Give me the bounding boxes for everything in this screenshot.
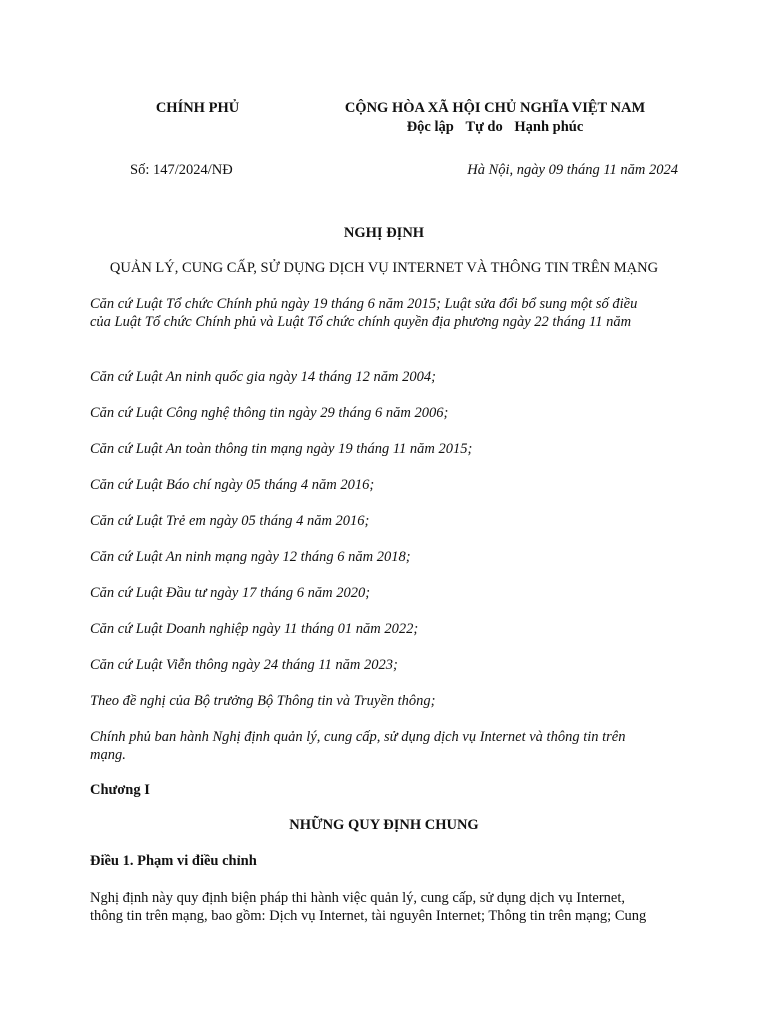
chapter-label: Chương I bbox=[90, 782, 150, 798]
preamble-basis: Căn cứ Luật Đầu tư ngày 17 tháng 6 năm 2020; bbox=[90, 585, 371, 601]
preamble-line: Căn cứ Luật Tổ chức Chính phủ ngày 19 tháng 6 năm 2015; Luật sửa đổi bổ sung một số điều bbox=[90, 296, 638, 312]
chapter-heading: NHỮNG QUY ĐỊNH CHUNG bbox=[289, 817, 479, 833]
motto-happiness: Hạnh phúc bbox=[514, 119, 584, 135]
preamble-basis: Căn cứ Luật Công nghệ thông tin ngày 29 tháng 6 năm 2006; bbox=[90, 405, 449, 421]
document-type: NGHỊ ĐỊNH bbox=[343, 225, 425, 241]
preamble-basis: Căn cứ Luật Báo chí ngày 05 tháng 4 năm 2016; bbox=[90, 477, 375, 493]
enactment-line: mạng. bbox=[90, 747, 126, 763]
preamble-basis: Căn cứ Luật An toàn thông tin mạng ngày 19 tháng 11 năm 2015; bbox=[90, 441, 473, 457]
place-and-date: Hà Nội, ngày 09 tháng 11 năm 2024 bbox=[467, 162, 678, 178]
preamble-basis-government-law bbox=[90, 295, 690, 331]
motto-freedom: Tự do bbox=[465, 119, 503, 135]
document-number: Số: 147/2024/NĐ bbox=[130, 162, 233, 178]
preamble-basis: Căn cứ Luật Doanh nghiệp ngày 11 tháng 01 năm 2022; bbox=[90, 621, 419, 637]
article-body-line: thông tin trên mạng, bao gồm: Dịch vụ Internet, tài nguyên Internet; Thông tin trên mạng; Cung bbox=[90, 908, 647, 924]
national-motto bbox=[330, 119, 660, 136]
preamble-basis: Căn cứ Luật Viễn thông ngày 24 tháng 11 năm 2023; bbox=[90, 657, 398, 673]
enactment-line: Chính phủ ban hành Nghị định quản lý, cung cấp, sử dụng dịch vụ Internet và thông tin trên bbox=[90, 729, 626, 745]
national-title: CỘNG HÒA XÃ HỘI CHỦ NGHĨA VIỆT NAM bbox=[344, 100, 646, 116]
article-title: Điều 1. Phạm vi điều chỉnh bbox=[90, 853, 257, 869]
issuing-authority: CHÍNH PHỦ bbox=[155, 100, 240, 116]
motto-independence: Độc lập bbox=[406, 119, 454, 135]
enactment-clause bbox=[90, 728, 690, 764]
preamble-proposal: Theo đề nghị của Bộ trưởng Bộ Thông tin và Truyền thông; bbox=[90, 693, 436, 709]
preamble-line: của Luật Tổ chức Chính phủ và Luật Tổ chức chính quyền địa phương ngày 22 tháng 11 năm bbox=[90, 314, 632, 330]
preamble-basis: Căn cứ Luật Trẻ em ngày 05 tháng 4 năm 2016; bbox=[90, 513, 370, 529]
preamble-basis: Căn cứ Luật An ninh quốc gia ngày 14 tháng 12 năm 2004; bbox=[90, 369, 436, 385]
article-body-line: Nghị định này quy định biện pháp thi hành việc quản lý, cung cấp, sử dụng dịch vụ Internet, bbox=[90, 890, 625, 906]
article-body bbox=[90, 889, 690, 925]
document-subject: QUẢN LÝ, CUNG CẤP, SỬ DỤNG DỊCH VỤ INTERNET VÀ THÔNG TIN TRÊN MẠNG bbox=[109, 260, 659, 276]
preamble-basis: Căn cứ Luật An ninh mạng ngày 12 tháng 6 năm 2018; bbox=[90, 549, 411, 565]
